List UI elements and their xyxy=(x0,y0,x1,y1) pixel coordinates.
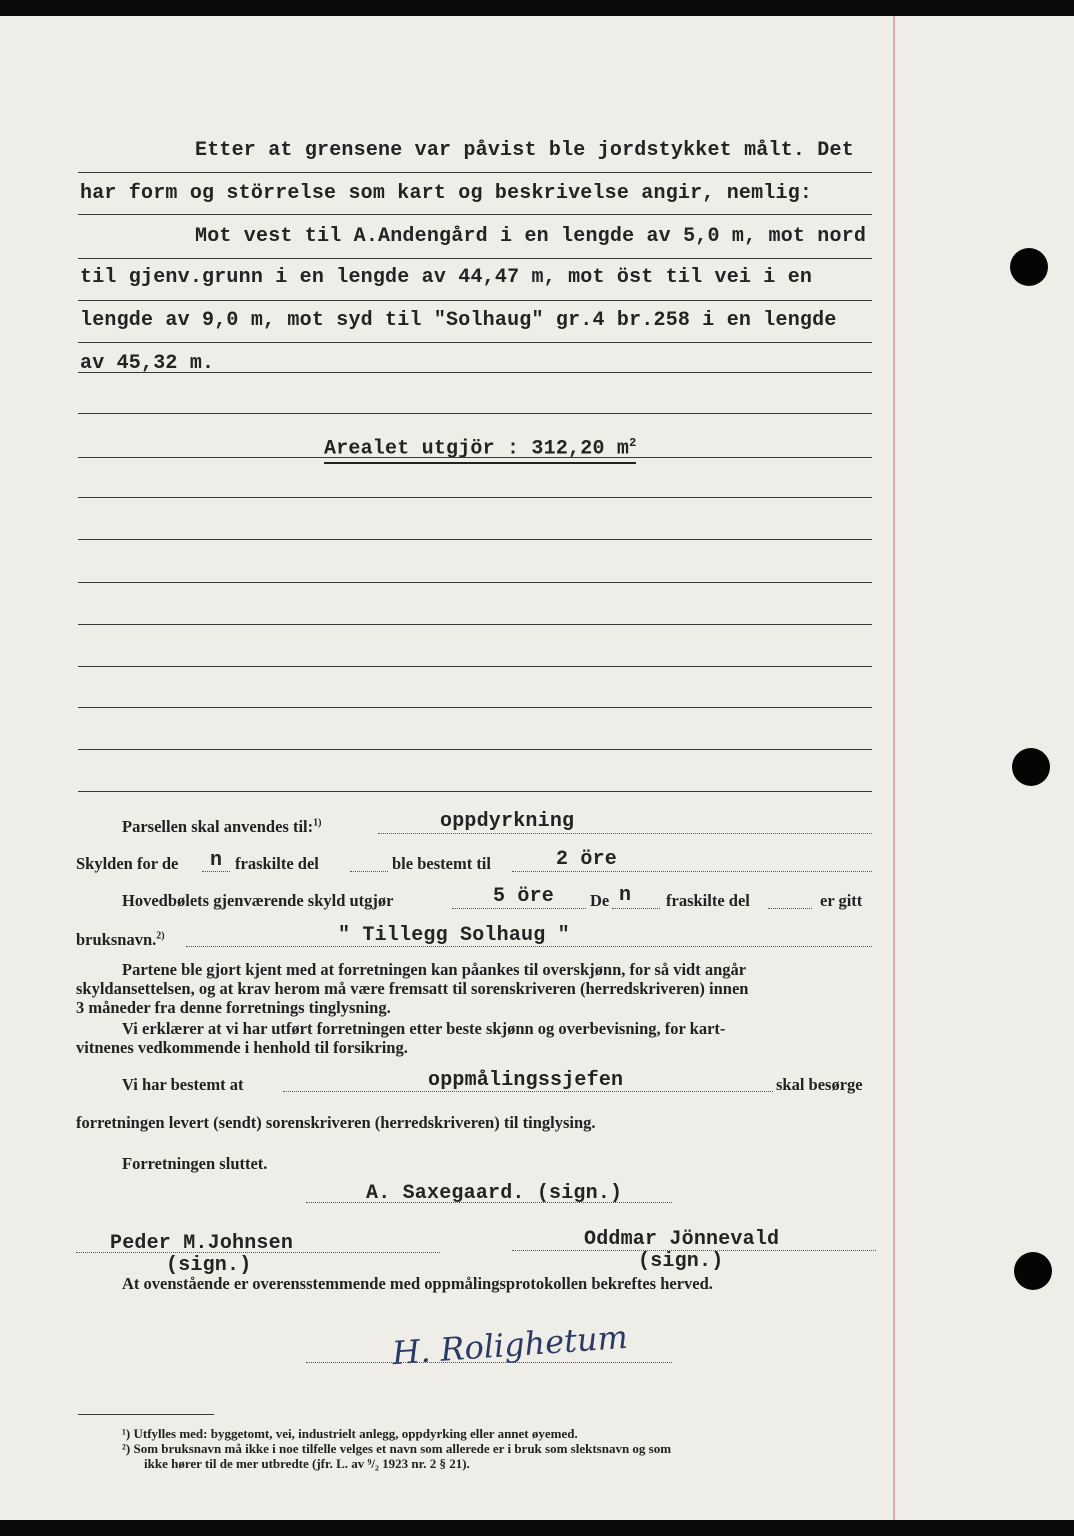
skyld-mid2: ble bestemt til xyxy=(392,854,491,873)
red-margin-line xyxy=(893,16,895,1520)
legal-p3-prefix: Vi har bestemt at xyxy=(122,1075,244,1094)
bruksnavn-label: bruksnavn.$^{2)}$ xyxy=(76,930,165,949)
punch-hole-icon xyxy=(1014,1252,1052,1290)
usage-label: Parsellen skal anvendes til:$^{1)}$ xyxy=(122,817,322,836)
legal-p3-suffix: skal besørge xyxy=(776,1075,863,1094)
legal-p2-line2: vitnenes vedkommende i henhold til forsikring. xyxy=(76,1038,408,1057)
ruled-line xyxy=(78,372,872,373)
skyld-mid: fraskilte del xyxy=(235,854,319,873)
right-signatory-sign: (sign.) xyxy=(638,1250,724,1273)
ruled-line xyxy=(78,258,872,259)
hoved-label: Hovedbølets gjenværende skyld utgjør xyxy=(122,891,394,910)
bruksnavn-value: " Tillegg Solhaug " xyxy=(338,924,570,947)
ruled-line xyxy=(78,666,872,667)
footnote-1: ¹) Utfylles med: byggetomt, vei, industrielt anlegg, oppdyrking eller annet øyemed. xyxy=(122,1426,578,1441)
hoved-value: 5 öre xyxy=(493,885,555,908)
hoved-end: er gitt xyxy=(820,891,863,910)
dotted-field-line xyxy=(350,871,388,872)
description-line-1: Etter at grensene var påvist ble jordstykket målt. Det xyxy=(195,139,854,162)
ruled-line xyxy=(78,497,872,498)
main-signature: A. Saxegaard. (sign.) xyxy=(366,1182,623,1205)
description-line-3: Mot vest til A.Andengård i en lengde av 5,0 m, mot nord xyxy=(195,225,867,248)
punch-hole-icon xyxy=(1010,248,1048,286)
dotted-field-line xyxy=(202,871,230,872)
dotted-field-line xyxy=(512,871,872,872)
legal-p1-line1: Partene ble gjort kjent med at forretningen kan påankes til overskjønn, for så vidt angår xyxy=(122,960,747,979)
hoved-mid: fraskilte del xyxy=(666,891,750,910)
hoved-hand: n xyxy=(619,884,632,907)
skyld-prefix: Skylden for de xyxy=(76,854,179,873)
left-signatory-name: Peder M.Johnsen xyxy=(110,1232,294,1255)
footnote-2-line1: ²) Som bruksnavn må ikke i noe tilfelle velges et navn som allerede er i bruk som slektsnavn og som xyxy=(122,1441,672,1456)
dotted-field-line xyxy=(768,908,812,909)
right-signatory-name: Oddmar Jönnevald xyxy=(584,1228,780,1251)
ruled-line xyxy=(78,342,872,343)
legal-p3-line2: forretningen levert (sendt) sorenskriveren (herredskriveren) til tinglysing. xyxy=(76,1113,596,1132)
legal-p3-value: oppmålingssjefen xyxy=(428,1069,624,1092)
closing-statement: Forretningen sluttet. xyxy=(122,1154,268,1173)
skyld-hand: n xyxy=(210,849,223,872)
ruled-line xyxy=(78,172,872,173)
ruled-line xyxy=(78,707,872,708)
ruled-line xyxy=(78,791,872,792)
footnote-rule xyxy=(78,1414,214,1415)
description-line-5: lengde av 9,0 m, mot syd til "Solhaug" gr.4 br.258 i en lengde xyxy=(80,309,837,332)
footnote-2-line2: ikke hører til de mer utbredte (jfr. L. av ⁹/₂ 1923 nr. 2 § 21). xyxy=(144,1456,470,1471)
legal-p1-line3: 3 måneder fra denne forretnings tinglysning. xyxy=(76,998,391,1017)
dotted-field-line xyxy=(76,1252,440,1253)
description-line-6: av 45,32 m. xyxy=(80,352,215,375)
ruled-line xyxy=(78,413,872,414)
ruled-line xyxy=(78,214,872,215)
certification-statement: At ovenstående er overensstemmende med oppmålingsprotokollen bekreftes herved. xyxy=(122,1274,713,1293)
area-statement: Arealet utgjör : 312,20 $m^2$ xyxy=(324,436,636,464)
description-line-2: har form og störrelse som kart og beskrivelse angir, nemlig: xyxy=(80,182,813,205)
left-signatory-sign: (sign.) xyxy=(166,1254,252,1277)
dotted-field-line xyxy=(306,1202,672,1203)
dotted-field-line xyxy=(452,908,586,909)
dotted-field-line xyxy=(378,833,872,834)
ruled-line xyxy=(78,539,872,540)
document-page xyxy=(0,16,1074,1520)
ruled-line xyxy=(78,624,872,625)
dotted-field-line xyxy=(612,908,660,909)
ruled-line xyxy=(78,582,872,583)
legal-p1-line2: skyldansettelsen, og at krav herom må være fremsatt til sorenskriveren (herredskriveren) innen xyxy=(76,979,749,998)
dotted-field-line xyxy=(306,1362,672,1363)
ruled-line xyxy=(78,749,872,750)
punch-hole-icon xyxy=(1012,748,1050,786)
description-line-4: til gjenv.grunn i en lengde av 44,47 m, mot öst til vei i en xyxy=(80,266,813,289)
skyld-value: 2 öre xyxy=(556,848,618,871)
usage-value: oppdyrkning xyxy=(440,810,575,833)
ruled-line xyxy=(78,457,872,458)
ruled-line xyxy=(78,300,872,301)
hoved-de: De xyxy=(590,891,610,910)
legal-p2-line1: Vi erklærer at vi har utført forretningen etter beste skjønn og overbevisning, for kart- xyxy=(122,1019,726,1038)
handwritten-signature: H. Rolighetum xyxy=(390,1317,629,1373)
